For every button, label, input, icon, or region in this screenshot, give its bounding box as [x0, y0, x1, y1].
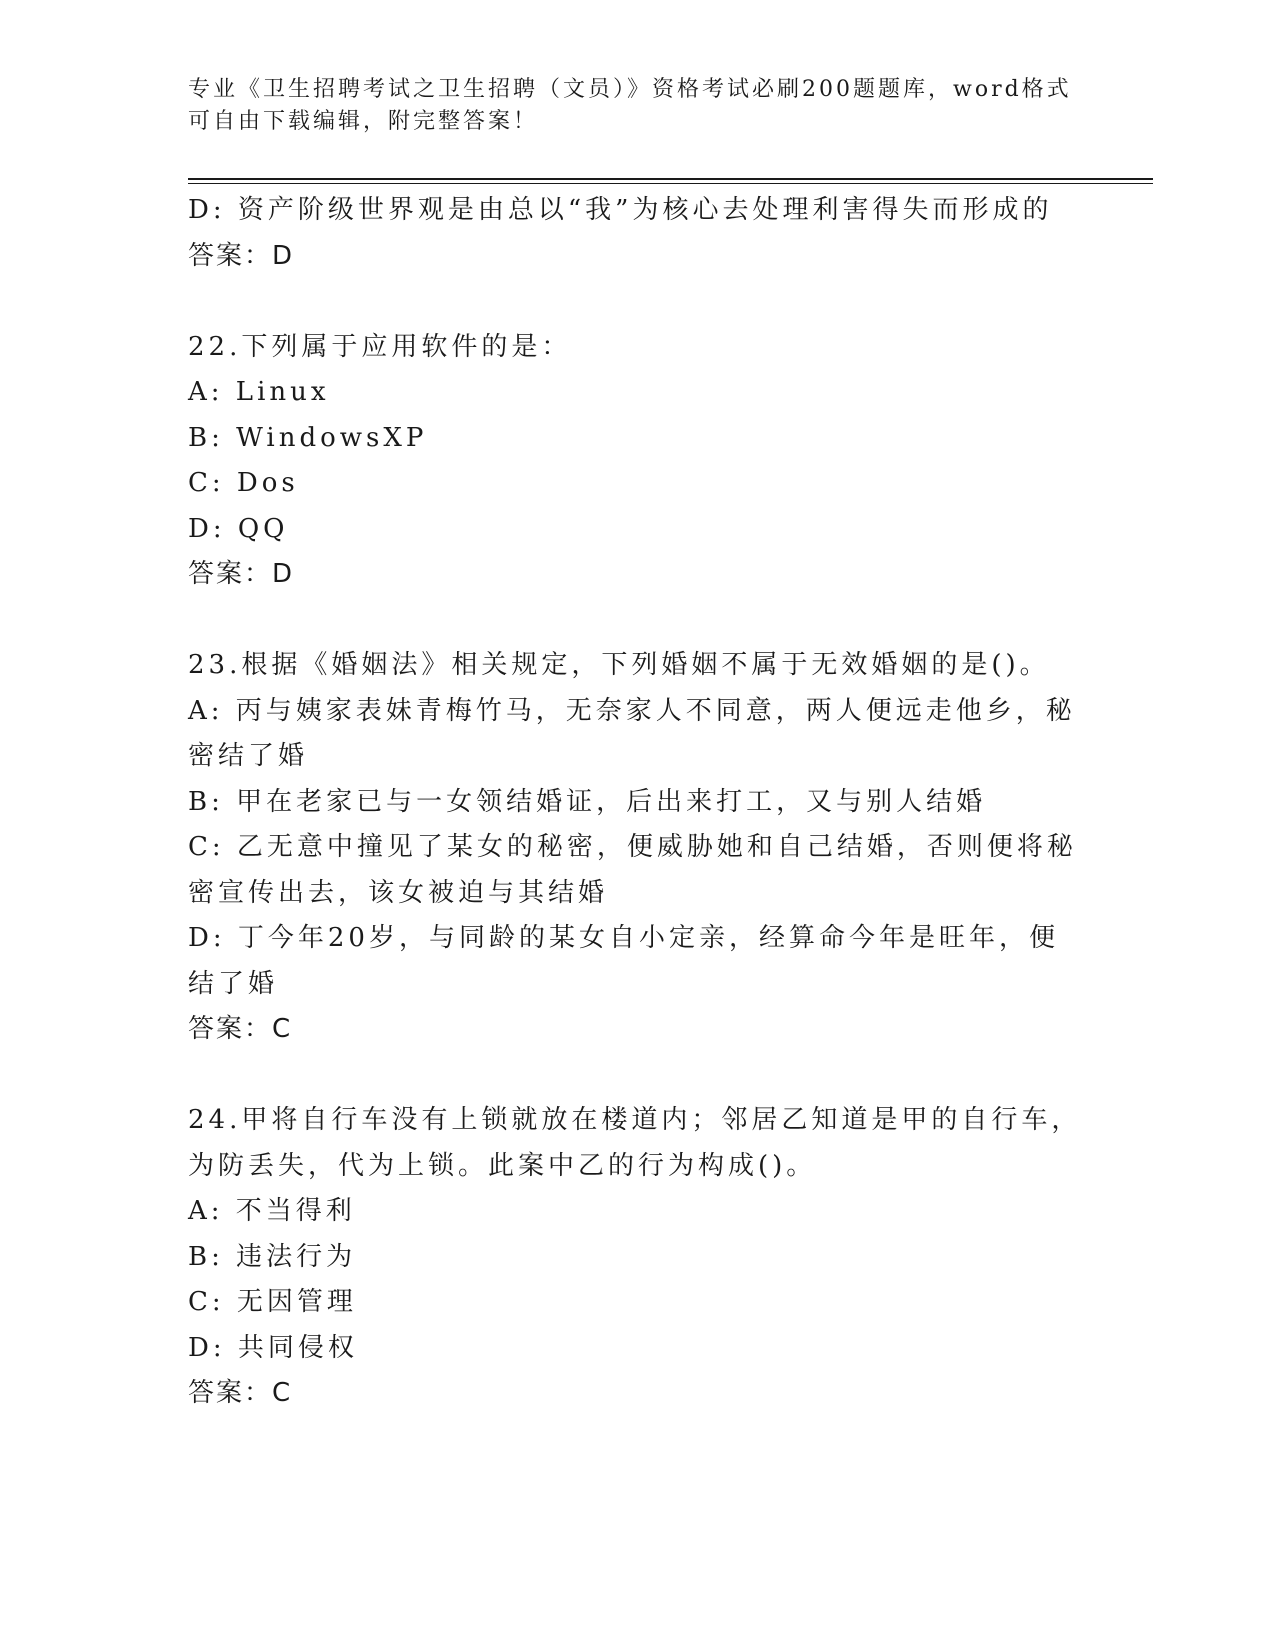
header-divider-thin — [188, 183, 1153, 184]
document-header — [188, 74, 1088, 138]
answer: 答案：C — [188, 1014, 293, 1044]
question-22 — [188, 325, 1088, 598]
option-b: B: 甲在老家已与一女领结婚证，后出来打工，又与别人结婚 — [188, 786, 987, 817]
header-title-line-2: 可自由下载编辑，附完整答案！ — [188, 109, 539, 134]
option-b: B: WindowsXP — [188, 422, 428, 453]
option-d: D: 丁今年20岁，与同龄的某女自小定亲，经算命今年是旺年，便结了婚 — [188, 923, 1059, 999]
prev-question-option-d: D: 资产阶级世界观是由总以“我”为核心去处理利害得失而形成的 — [188, 195, 1053, 225]
question-list — [188, 188, 1088, 1417]
spacer — [188, 1053, 1088, 1099]
question-24 — [188, 1098, 1088, 1417]
option-a: A: 丙与姨家表妹青梅竹马，无奈家人不同意，两人便远走他乡，秘密结了婚 — [188, 695, 1076, 771]
answer: 答案：D — [188, 559, 295, 589]
option-d: D: QQ — [188, 513, 289, 544]
answer: 答案：C — [188, 1378, 293, 1408]
option-c: C: Dos — [188, 468, 299, 498]
question-stem: 22.下列属于应用软件的是： — [188, 331, 572, 362]
question-stem: 23.根据《婚姻法》相关规定，下列婚姻不属于无效婚姻的是()。 — [188, 650, 1050, 680]
option-a: A: 不当得利 — [188, 1196, 356, 1226]
question-stem: 24.甲将自行车没有上锁就放在楼道内；邻居乙知道是甲的自行车，为防丢失，代为上锁。此案中乙的行为构成()。 — [188, 1105, 1082, 1181]
spacer — [188, 279, 1088, 325]
option-d: D: 共同侵权 — [188, 1332, 358, 1363]
header-divider-thick — [188, 178, 1153, 180]
option-c: C: 无因管理 — [188, 1287, 357, 1317]
option-b: B: 违法行为 — [188, 1241, 357, 1272]
option-a: A: Linux — [188, 377, 330, 407]
question-23 — [188, 643, 1088, 1053]
option-c: C: 乙无意中撞见了某女的秘密，便威胁她和自己结婚，否则便将秘密宣传出去，该女被迫与其结婚 — [188, 832, 1077, 908]
header-title-line-1: 专业《卫生招聘考试之卫生招聘（文员）》资格考试必刷200题题库，word格式 — [188, 77, 1072, 102]
spacer — [188, 598, 1088, 644]
prev-question-answer: 答案：D — [188, 240, 295, 271]
